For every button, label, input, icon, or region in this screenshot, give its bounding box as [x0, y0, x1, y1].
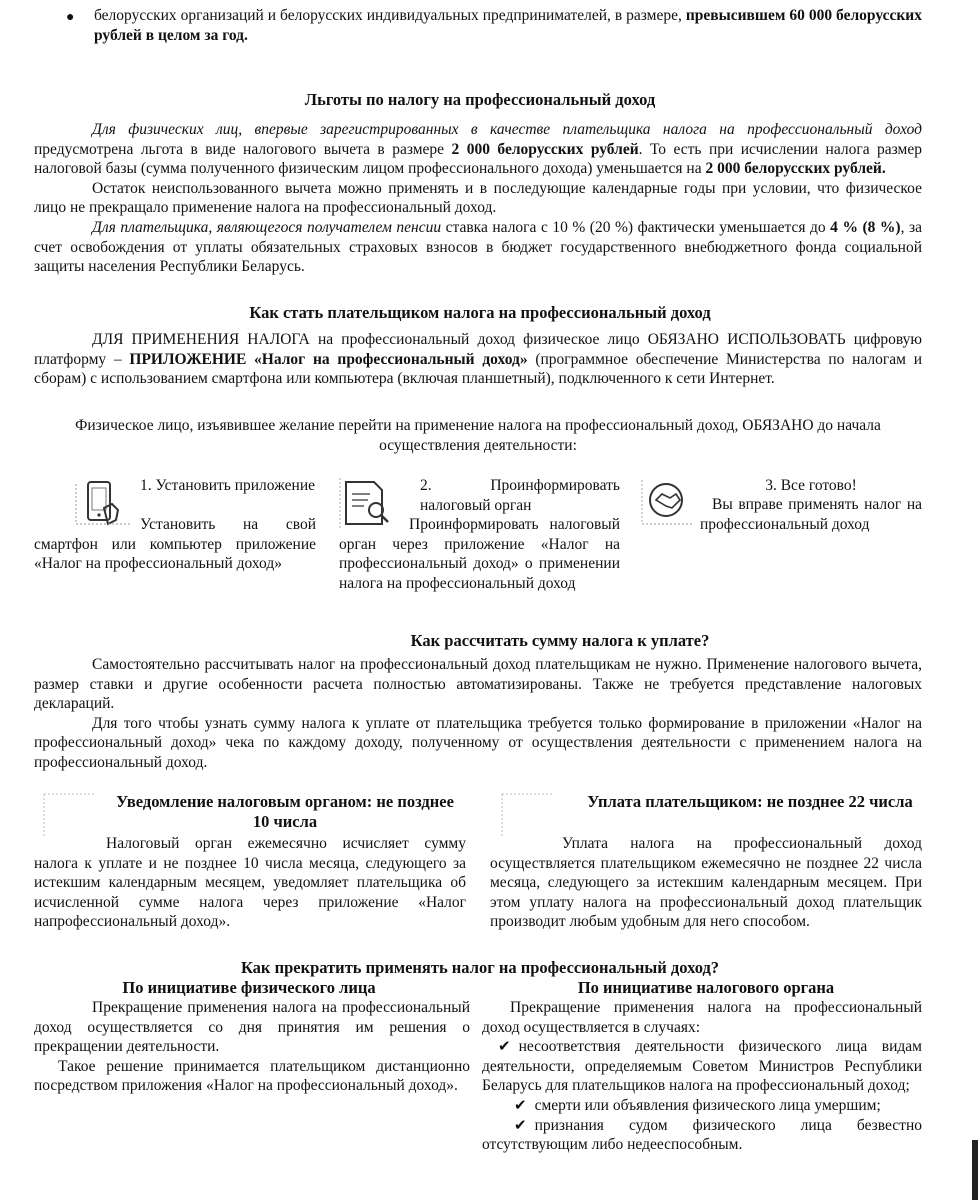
notice-icon [40, 790, 100, 840]
benefits-heading: Льготы по налогу на профессиональный доход [304, 90, 656, 109]
top-bullet-text: белорусских организаций и белорусских индивидуальных предпринимателей, в размере, превысившем 60 000 белорусских рублей в целом за год. [94, 7, 922, 44]
benefits-p3: Для плательщика, являющегося получателем пенсии ставка налога с 10 % (20 %) фактически уменьшается до 4 % (8 %), за счет освобождения от уплаты обязательных страховых взносов в бюджет государственного внебюджетного фонда социальной защиты населения Республики Беларусь. [34, 218, 922, 276]
calc-heading: Как рассчитать сумму налога к уплате? [410, 631, 710, 650]
bullet-dot: ● [66, 10, 75, 25]
step3-text: Вы вправе применять налог на профессиональный доход [700, 496, 922, 533]
become-p1: ДЛЯ ПРИМЕНЕНИЯ НАЛОГА на профессиональный доход физическое лицо ОБЯЗАНО ИСПОЛЬЗОВАТЬ цифровую платформу – ПРИЛОЖЕНИЕ «Налог на профессиональный доход» (программное обеспечение Министерства по налогам и сборам) с использованием смартфона или компьютера (включая планшетный), подключенного к сети Интернет. [34, 331, 922, 388]
stop-case-3: ✔ признания судом физического лица безвестно отсутствующим либо недееспособным. [482, 1115, 922, 1154]
handshake-icon [640, 476, 698, 528]
notice-title: Уведомление налоговым органом: не позднее 10 числа [116, 792, 454, 831]
payment-text: Уплата налога на профессиональный доход осуществляется плательщиком ежемесячно не позднее 22 числа месяца, следующего за истекшим календарным месяцем. При этом уплату налога на профессиональный доход плательщик производит любым удобным для него способом. [490, 835, 922, 931]
stop-right-p1: Прекращение применения налога на профессиональный доход осуществляется в случаях: [482, 999, 922, 1036]
payment-title: Уплата плательщиком: не позднее 22 числа [587, 792, 913, 811]
scan-edge-mark [972, 1140, 978, 1200]
payment-icon [498, 790, 558, 840]
calc-p1: Самостоятельно рассчитывать налог на профессиональный доход плательщикам не нужно. Применение налогового вычета, размер ставки и другие особенности расчета полностью автоматизированы. Также не требуется представление налоговых деклараций. [34, 656, 922, 713]
step2-text: Проинформировать налоговый орган через приложение «Налог на профессиональный доход» о применении налога на профессиональный доход [339, 516, 620, 592]
stop-right-body [482, 998, 922, 1155]
benefits-p2: Остаток неиспользованного вычета можно применять и в последующие календарные годы при условии, что физическое лицо не прекращало применение налога на профессиональный доход. [34, 179, 922, 217]
benefits-p1: Для физических лиц, впервые зарегистрированных в качестве плательщика налога на профессиональный доход предусмотрена льгота в виде налогового вычета в размере 2 000 белорусских рублей. То есть при исчислении налога размер налоговой базы (сумма полученного физическим лицом профессионального дохода) уменьшается на 2 000 белорусских рублей. [34, 121, 923, 178]
stop-heading: Как прекратить применять налог на профессиональный доход? [240, 958, 720, 977]
become-body [34, 330, 922, 389]
stop-right-title: По инициативе налогового органа [577, 978, 835, 997]
stop-case-1: ✔ несоответствия деятельности физического лица видам деятельности, определяемым Советом Министров Республики Беларусь для плательщиков налога на профессиональный доход; [482, 1037, 922, 1095]
stop-case-2: ✔ смерти или объявления физического лица умершим; [514, 1095, 881, 1114]
checkmark-icon: ✔ [498, 1037, 511, 1056]
step1-text: Установить на свой смартфон или компьютер приложение «Налог на профессиональный доход» [34, 516, 316, 573]
checkmark-icon: ✔ [514, 1115, 527, 1134]
stop-left-body [34, 998, 470, 1096]
step1-title: 1. Установить приложение [140, 477, 316, 494]
benefits-body [34, 120, 922, 277]
notice-text: Налоговый орган ежемесячно исчисляет сумму налога к уплате и не позднее 10 числа месяца, следующего за истекшим календарным месяцем, уведомляет плательщика об исчисленной сумме налога через приложение «Налог напрофессиональный доход». [34, 835, 466, 931]
step3-title: 3. Все готово! [765, 477, 857, 494]
checkmark-icon: ✔ [514, 1095, 527, 1114]
stop-left-p2: Такое решение принимается плательщиком дистанционно посредством приложения «Налог на профессиональный доход». [34, 1057, 470, 1095]
stop-left-p1: Прекращение применения налога на профессиональный доход осуществляется со дня принятия им решения о прекращении деятельности. [34, 999, 470, 1056]
step2-title: 2. Проинформировать налоговый орган [420, 477, 620, 514]
become-heading: Как стать плательщиком налога на профессиональный доход [249, 303, 711, 322]
stop-left-title: По инициативе физического лица [122, 978, 376, 997]
become-p2: Физическое лицо, изъявившее желание перейти на применение налога на профессиональный доход, ОБЯЗАНО до начала осуществления деятельности: [75, 417, 881, 454]
calc-p2: Для того чтобы узнать сумму налога к уплате от плательщика требуется только формирование в приложении «Налог на профессиональный доход» чека по каждому доходу, полученному от осуществления деятельности с применением налога на профессиональный доход. [34, 714, 922, 771]
calc-body [34, 655, 922, 773]
